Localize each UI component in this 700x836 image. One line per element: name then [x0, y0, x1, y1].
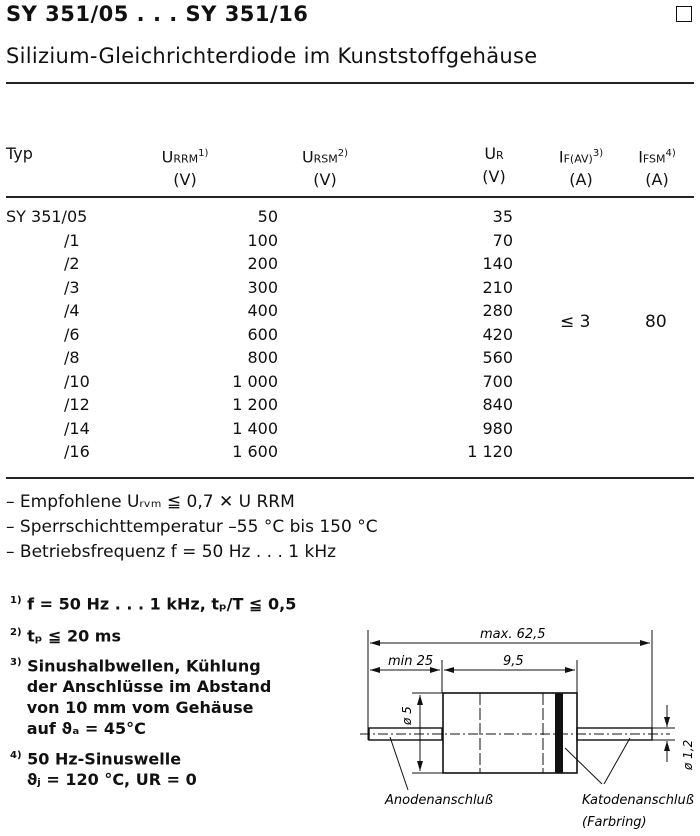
body-diameter-label: ø 5 — [400, 706, 414, 725]
row-urrm: 400 — [247, 301, 278, 320]
col-typ: Typ — [6, 144, 33, 163]
row-typ: /8 — [64, 348, 80, 367]
row-urrm: 1 400 — [232, 418, 278, 438]
col-ifsm: IFSM$^{4)}$ (A) — [638, 147, 676, 190]
row-ur: 560 — [482, 348, 513, 367]
note-item: – Empfohlene Uᵣᵥₘ ≦ 0,7 ✕ U RRM — [6, 492, 295, 512]
row-urrm: 800 — [247, 348, 278, 367]
row-ur: 35 — [492, 207, 513, 226]
anode-leader — [390, 737, 408, 790]
row-ur: 420 — [482, 324, 513, 344]
row-typ: /3 — [64, 277, 80, 297]
footnote-3: $^{3)}$ Sinushalbwellen, Kühlung der Anschlüsse im Abstand von 10 mm vom Gehäuse auf ϑₐ = 45°C — [10, 656, 272, 739]
ifsm-value: 80 — [645, 312, 667, 332]
footnote-4: $^{4)}$ 50 Hz-Sinuswelle ϑⱼ = 120 °C, UR = 0 — [10, 749, 197, 790]
row-urrm: 300 — [247, 277, 278, 297]
row-urrm: 1 000 — [232, 371, 278, 391]
min-lead-label: min 25 — [388, 654, 434, 669]
row-typ: SY 351/05 — [6, 207, 88, 226]
row-urrm: 1 200 — [232, 395, 278, 414]
row-typ: /14 — [64, 418, 90, 438]
row-ur: 980 — [482, 418, 513, 438]
row-typ: /1 — [64, 230, 80, 250]
row-urrm: 100 — [247, 230, 278, 250]
cathode-label: Katodenanschluß — [582, 793, 694, 808]
col-urrm: URRM$^{1)}$ (V) — [161, 147, 209, 190]
row-ur: 1 120 — [467, 442, 513, 461]
row-typ: /12 — [64, 395, 90, 414]
row-typ: /4 — [64, 301, 80, 320]
color-band — [555, 693, 563, 773]
ifav-value: ≤ 3 — [560, 312, 591, 332]
row-ur: 140 — [482, 254, 513, 273]
body-length-label: 9,5 — [503, 654, 524, 669]
note-item: – Betriebsfrequenz f = 50 Hz . . . 1 kHz — [6, 542, 337, 562]
row-urrm: 50 — [257, 207, 278, 226]
lead-diameter-label: ø 1,2 — [681, 739, 695, 770]
col-ursm: URSM$^{2)}$ (V) — [301, 147, 349, 190]
cathode-note: (Farbring) — [582, 815, 647, 830]
page-title: SY 351/05 . . . SY 351/16 — [6, 2, 309, 26]
row-urrm: 600 — [247, 324, 278, 344]
row-typ: /16 — [64, 442, 90, 461]
footnote-2: $^{2)}$ tₚ ≦ 20 ms — [10, 626, 121, 646]
row-ur: 840 — [482, 395, 513, 414]
page-subtitle: Silizium-Gleichrichterdiode im Kunststoffgehäuse — [6, 44, 538, 68]
row-typ: /2 — [64, 254, 80, 273]
row-typ: /10 — [64, 371, 90, 391]
row-urrm: 1 600 — [232, 442, 278, 461]
note-item: – Sperrschichttemperatur –55 °C bis 150 °C — [6, 517, 378, 537]
row-typ: /6 — [64, 324, 80, 344]
anode-label: Anodenanschluß — [385, 793, 493, 808]
row-ur: 70 — [492, 230, 513, 250]
col-ur: UR (V) — [482, 144, 506, 186]
col-ifav: IF(AV)$^{3)}$ (A) — [558, 147, 604, 190]
row-urrm: 200 — [247, 254, 278, 273]
row-ur: 280 — [482, 301, 513, 320]
max-length-label: max. 62,5 — [480, 627, 546, 642]
footnote-1: $^{1)}$ f = 50 Hz . . . 1 kHz, tₚ/T ≦ 0,5 — [10, 594, 297, 614]
row-ur: 210 — [482, 277, 513, 297]
row-ur: 700 — [482, 371, 513, 391]
